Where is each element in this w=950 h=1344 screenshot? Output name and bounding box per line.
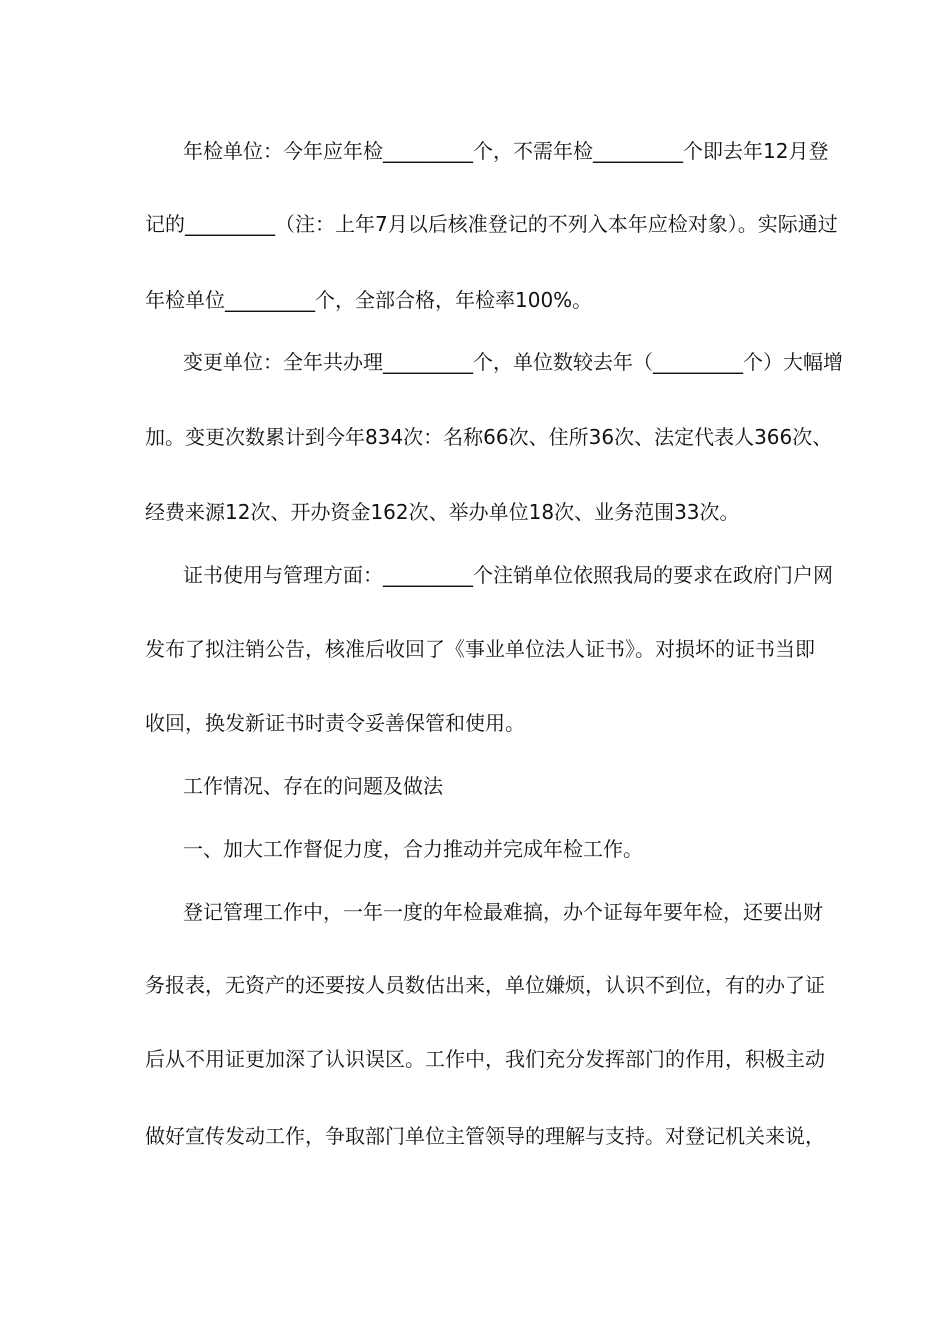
paragraph-changes-line-3: 经费来源12次、开办资金162次、举办单位18次、业务范围33次。: [145, 500, 740, 524]
paragraph-changes-line-1: 变更单位：全年共办理_________个，单位数较去年（_________个）大幅增: [183, 350, 843, 374]
paragraph-registration-line-4: 做好宣传发动工作，争取部门单位主管领导的理解与支持。对登记机关来说，: [145, 1124, 825, 1148]
paragraph-registration-line-1: 登记管理工作中，一年一度的年检最难搞，办个证每年要年检，还要出财: [183, 900, 823, 924]
subsection-heading-1: 一、加大工作督促力度，合力推动并完成年检工作。: [183, 837, 643, 861]
paragraph-certificate-line-2: 发布了拟注销公告，核准后收回了《事业单位法人证书》。对损坏的证书当即: [145, 637, 815, 661]
paragraph-certificate-line-3: 收回，换发新证书时责令妥善保管和使用。: [145, 711, 525, 735]
paragraph-annual-inspection-line-1: 年检单位：今年应年检_________个，不需年检_________个即去年12月登: [183, 139, 829, 163]
section-heading: 工作情况、存在的问题及做法: [183, 774, 443, 798]
paragraph-registration-line-3: 后从不用证更加深了认识误区。工作中，我们充分发挥部门的作用，积极主动: [145, 1047, 825, 1071]
paragraph-changes-line-2: 加。变更次数累计到今年834次：名称66次、住所36次、法定代表人366次、: [145, 425, 833, 449]
paragraph-certificate-line-1: 证书使用与管理方面：_________个注销单位依照我局的要求在政府门户网: [183, 563, 833, 587]
paragraph-registration-line-2: 务报表，无资产的还要按人员数估出来，单位嫌烦，认识不到位，有的办了证: [145, 973, 825, 997]
paragraph-annual-inspection-line-2: 记的_________（注：上年7月以后核准登记的不列入本年应检对象）。实际通过: [145, 212, 838, 236]
paragraph-annual-inspection-line-3: 年检单位_________个，全部合格，年检率100%。: [145, 288, 593, 312]
